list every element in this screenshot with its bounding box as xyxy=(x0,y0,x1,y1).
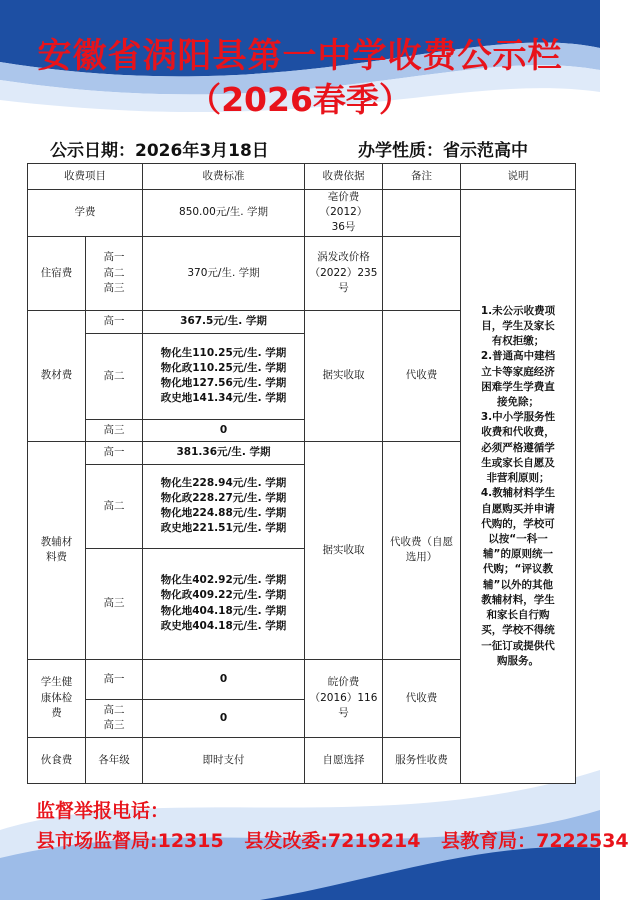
textbook-grade-2: 高二 xyxy=(86,333,143,419)
dorm-item: 住宿费 xyxy=(28,236,86,310)
dorm-remark xyxy=(383,236,461,310)
header-notes: 说明 xyxy=(461,164,576,190)
textbook-basis: 据实收取 xyxy=(305,310,383,441)
dorm-basis: 涡发改价格 （2022）235 号 xyxy=(305,236,383,310)
page-subtitle: （2026春季） xyxy=(188,80,412,119)
textbook-standard-1: 367.5元/生. 学期 xyxy=(143,310,305,333)
dorm-standard: 370元/生. 学期 xyxy=(143,236,305,310)
supplementary-grade-2: 高二 xyxy=(86,464,143,548)
tuition-remark xyxy=(383,190,461,237)
header-remark: 备注 xyxy=(383,164,461,190)
textbook-standard-2: 物化生110.25元/生. 学期 物化政110.25元/生. 学期 物化地127.56元/生. 学期 政史地141.34元/生. 学期 xyxy=(143,333,305,419)
health-item: 学生健 康体检 费 xyxy=(28,659,86,737)
hotline-list xyxy=(36,826,643,853)
table-row xyxy=(28,190,576,237)
notes-cell: 1.未公示收费项 目，学生及家长 有权拒缴； 2.普通高中建档 立卡等家庭经济 困难学生学费直 接免除； 3.中小学服务性 收费和代收费， 必须严格遵循学 生或家长自愿及 非营利原则； 4.教辅材料学生 自愿购买并申请 代购的，学校可 以按“一科一 辅”的原则统一 代购；“评议教 辅”以外的其他 教辅材料，学生 和家长自行购 买，学校不得统 一征订或提供代 购服务。 xyxy=(461,190,576,784)
tuition-basis: 亳价费 （2012） 36号 xyxy=(305,190,383,237)
textbook-remark: 代收费 xyxy=(383,310,461,441)
supplementary-standard-1: 381.36元/生. 学期 xyxy=(143,441,305,464)
textbook-item: 教材费 xyxy=(28,310,86,441)
supplementary-item: 教辅材 料费 xyxy=(28,441,86,659)
hotline-market-bureau: 县市场监督局:12315 xyxy=(36,830,224,852)
table-header-row xyxy=(28,164,576,190)
tuition-standard: 850.00元/生. 学期 xyxy=(143,190,305,237)
header-item: 收费项目 xyxy=(28,164,143,190)
supplementary-standard-2: 物化生228.94元/生. 学期 物化政228.27元/生. 学期 物化地224.88元/生. 学期 政史地221.51元/生. 学期 xyxy=(143,464,305,548)
school-nature: 办学性质：省示范高中 xyxy=(358,141,528,161)
publish-date: 公示日期：2026年3月18日 xyxy=(50,141,269,161)
page-title: 安徽省涡阳县第一中学收费公示栏 xyxy=(37,36,563,76)
supplementary-grade-3: 高三 xyxy=(86,548,143,659)
fee-table xyxy=(27,163,576,784)
health-standard-23: 0 xyxy=(143,699,305,737)
supplementary-grade-1: 高一 xyxy=(86,441,143,464)
textbook-standard-3: 0 xyxy=(143,419,305,441)
health-standard-1: 0 xyxy=(143,659,305,699)
textbook-grade-1: 高一 xyxy=(86,310,143,333)
meals-remark: 服务性收费 xyxy=(383,737,461,783)
meals-standard: 即时支付 xyxy=(143,737,305,783)
hotline-education-bureau: 县教育局：7222534 xyxy=(441,830,629,852)
meals-grade: 各年级 xyxy=(86,737,143,783)
meals-basis: 自愿选择 xyxy=(305,737,383,783)
tuition-item: 学费 xyxy=(28,190,143,237)
meals-item: 伙食费 xyxy=(28,737,86,783)
health-basis: 皖价费 （2016）116 号 xyxy=(305,659,383,737)
dorm-grades: 高一 高二 高三 xyxy=(86,236,143,310)
textbook-grade-3: 高三 xyxy=(86,419,143,441)
header-standard: 收费标准 xyxy=(143,164,305,190)
hotline-label: 监督举报电话： xyxy=(36,800,170,822)
health-remark: 代收费 xyxy=(383,659,461,737)
supplementary-remark: 代收费（自愿 选用） xyxy=(383,441,461,659)
health-grade-23: 高二 高三 xyxy=(86,699,143,737)
header-basis: 收费依据 xyxy=(305,164,383,190)
health-grade-1: 高一 xyxy=(86,659,143,699)
supplementary-standard-3: 物化生402.92元/生. 学期 物化政409.22元/生. 学期 物化地404.18元/生. 学期 政史地404.18元/生. 学期 xyxy=(143,548,305,659)
supplementary-basis: 据实收取 xyxy=(305,441,383,659)
hotline-development-commission: 县发改委:7219214 xyxy=(244,830,421,852)
